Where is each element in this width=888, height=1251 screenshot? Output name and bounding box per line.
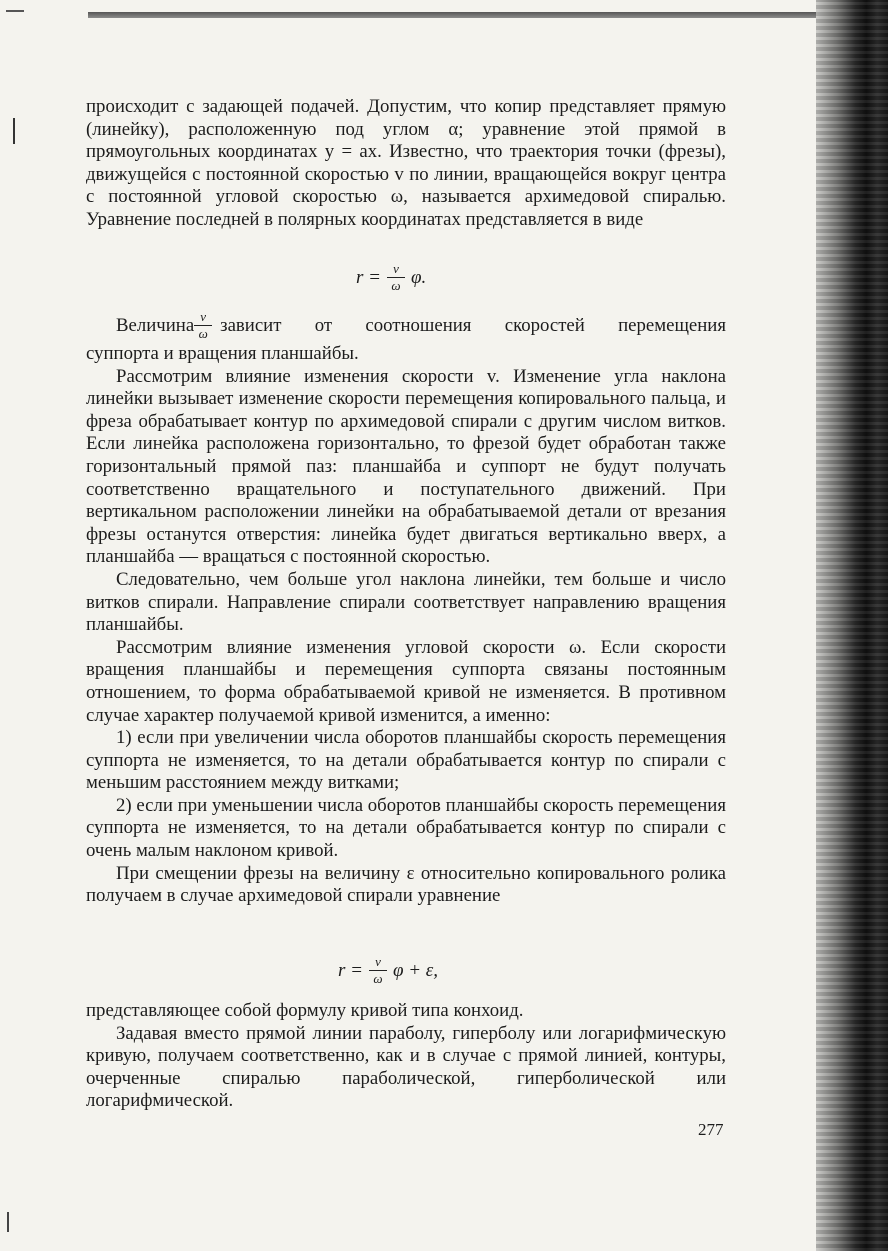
formula-rhs: φ. — [410, 266, 427, 288]
body-text-middle — [86, 343, 726, 908]
magnitude-word: Величина — [116, 314, 195, 336]
formula-lhs: r = — [356, 266, 381, 288]
paragraph-9: представляющее собой формулу кривой типа конхоид. — [86, 1000, 524, 1021]
paragraph-3: Рассмотрим влияние изменения скорости v. Изменение угла наклона линейки вызывает изменение скорости перемещения копировального пальца, и фреза обрабатывает контур по архимедовой спирали с другим числом витков. Если линейка расположена горизонтально, то фрезой будет обработан также горизонтальный прямой паз: планшайба и суппорт не будут получать соответственно вращательного и поступательного движений. При вертикальном расположении линейки на обрабатываемой детали от врезания фрезы останутся отверстия: линейка будет двигаться вертикально вверх, а планшайба — вращаться с постоянной скоростью. — [86, 365, 726, 568]
formula-archimedean-spiral — [356, 262, 426, 293]
paragraph-2-tail: суппорта и вращения планшайбы. — [86, 343, 359, 364]
scan-mark-left — [13, 118, 15, 144]
scan-mark-bottom — [7, 1212, 9, 1232]
paragraph-4: Следовательно, чем больше угол наклона линейки, тем больше и число витков спирали. Направление спирали соответствует направлению вращения планшайбы. — [86, 568, 726, 636]
scan-mark-top — [6, 10, 24, 12]
formula-rhs: φ + ε, — [392, 959, 439, 981]
formula-lhs: r = — [338, 959, 363, 981]
body-text-top — [86, 96, 726, 232]
book-spine-shadow — [816, 0, 888, 1251]
page-number: 277 — [698, 1120, 724, 1139]
formula-fraction — [369, 955, 387, 986]
fraction-numerator: v — [200, 309, 207, 324]
body-text-bottom — [86, 1000, 726, 1113]
fraction-numerator: v — [393, 261, 399, 276]
fraction-denominator: ω — [198, 326, 208, 341]
fraction-denominator: ω — [391, 278, 401, 293]
paragraph-6: 1) если при увеличении числа оборотов планшайбы скорость перемещения суппорта не изменяется, то на детали обрабатывается контур по спирали с меньшим расстоянием между витками; — [86, 727, 726, 794]
fraction-denominator: ω — [373, 971, 383, 986]
magnitude-line — [86, 310, 726, 341]
formula-conchoid — [338, 955, 438, 986]
paragraph-5: Рассмотрим влияние изменения угловой скорости ω. Если скорости вращения планшайбы и перемещения суппорта связаны постоянным отношением, то форма обрабатываемой кривой не изменяется. В противном случае характер получаемой кривой изменится, а именно: — [86, 636, 726, 726]
paragraph-10: Задавая вместо прямой линии параболу, гиперболу или логарифмическую кривую, получаем соответственно, как и в случае с прямой линией, контуры, очерченные спиралью параболической, гиперболической или логарифмической. — [86, 1022, 726, 1112]
top-rule — [88, 12, 816, 18]
paragraph-8: При смещении фрезы на величину ε относительно копировального ролика получаем в случае архимедовой спирали уравнение — [86, 862, 726, 907]
formula-fraction — [387, 262, 405, 293]
paragraph-1: происходит с задающей подачей. Допустим, что копир представляет прямую (линейку), расположенную под углом α; уравнение этой прямой в прямоугольных координатах y = ax. Известно, что траектория точки (фрезы), движущейся с постоянной скоростью v по линии, вращающейся вокруг центра с постоянной угловой скоростью ω, называется архимедовой спиралью. Уравнение последней в полярных координатах представляется в виде — [86, 96, 726, 230]
paragraph-7: 2) если при уменьшении числа оборотов планшайбы скорость перемещения суппорта не изменяется, то на детали обрабатывается контур по спирали с очень малым наклоном кривой. — [86, 794, 726, 862]
magnitude-rest: зависит от соотношения скоростей перемещения — [220, 314, 726, 336]
magnitude-fraction — [194, 310, 212, 341]
fraction-numerator: v — [375, 954, 381, 969]
